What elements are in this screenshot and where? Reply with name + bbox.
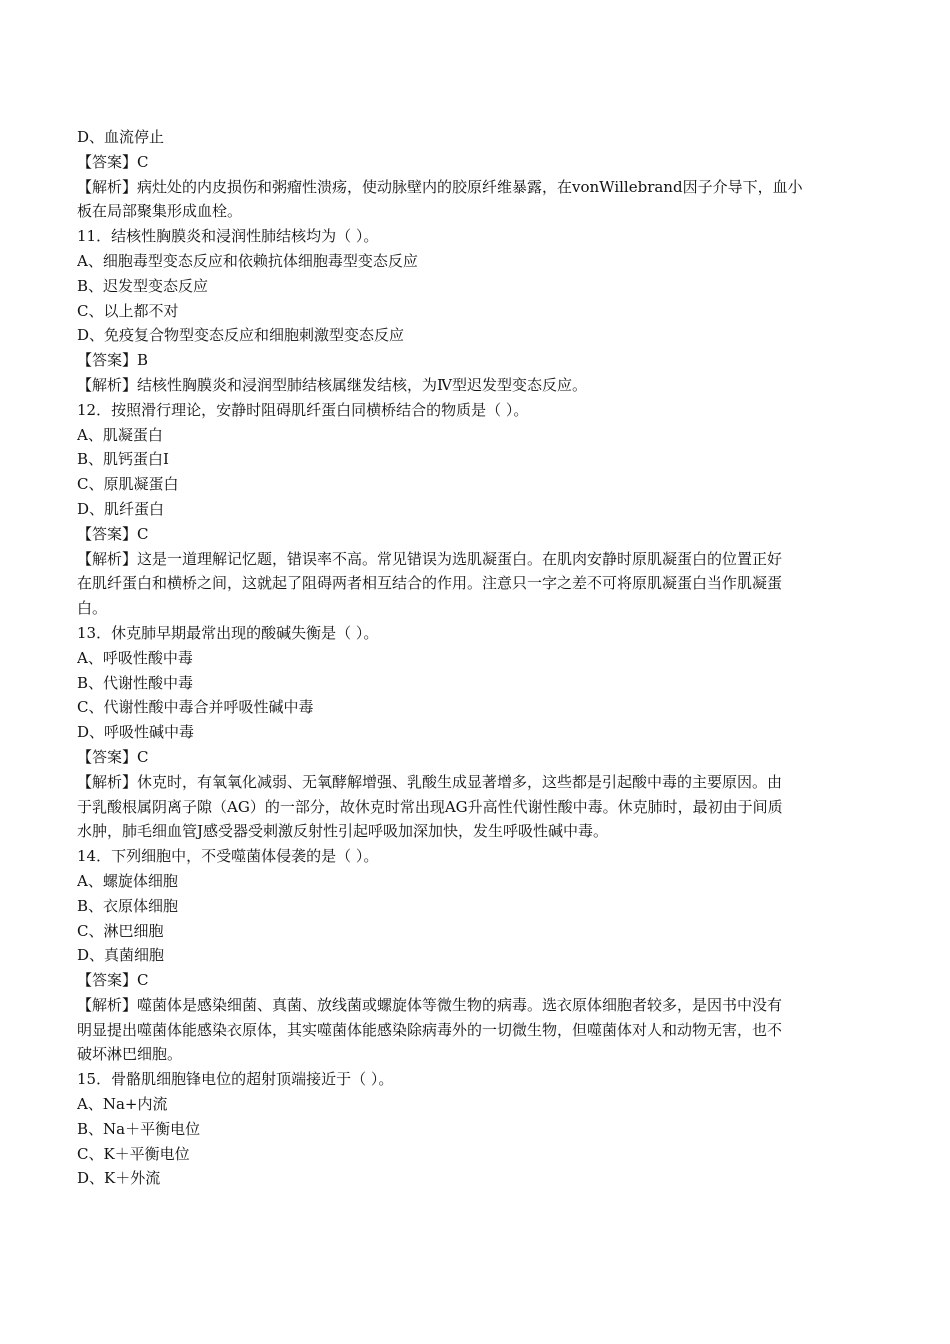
- answer-line: 【答案】C: [77, 747, 149, 766]
- option-a: A、肌凝蛋白: [77, 425, 163, 444]
- explanation-line: 【解析】噬菌体是感染细菌、真菌、放线菌或螺旋体等微生物的病毒。选衣原体细胞者较多，是因书中没有: [77, 995, 783, 1014]
- explanation-line: 【解析】休克时，有氧氧化减弱、无氧酵解增强、乳酸生成显著增多，这些都是引起酸中毒的主要原因。由: [77, 772, 783, 791]
- explanation-line: 明显提出噬菌体能感染衣原体，其实噬菌体能感染除病毒外的一切微生物，但噬菌体对人和动物无害，也不: [77, 1020, 783, 1039]
- option-b: B、Na＋平衡电位: [77, 1119, 201, 1138]
- answer-line: 【答案】C: [77, 152, 149, 171]
- option-b: B、衣原体细胞: [77, 896, 179, 915]
- explanation-line: 破坏淋巴细胞。: [77, 1045, 183, 1064]
- option-d: D、免疫复合物型变态反应和细胞刺激型变态反应: [77, 326, 405, 345]
- answer-line: 【答案】C: [77, 971, 149, 990]
- question-12: 12．按照滑行理论，安静时阻碍肌纤蛋白同横桥结合的物质是（ ）。: [77, 400, 529, 419]
- option-a: A、Na+内流: [77, 1095, 168, 1114]
- answer-line: 【答案】B: [77, 351, 149, 370]
- question-15: 15．骨骼肌细胞锋电位的超射顶端接近于（ ）。: [77, 1070, 394, 1089]
- explanation-line: 【解析】这是一道理解记忆题，错误率不高。常见错误为选肌凝蛋白。在肌肉安静时原肌凝蛋白的位置正好: [77, 549, 783, 568]
- option-d: D、真菌细胞: [77, 946, 165, 965]
- explanation-line: 水肿，肺毛细血管J感受器受刺激反射性引起呼吸加深加快，发生呼吸性碱中毒。: [77, 822, 609, 841]
- option-c: C、K＋平衡电位: [77, 1144, 190, 1163]
- document-body: [77, 125, 877, 1191]
- option-d: D、血流停止: [77, 128, 165, 146]
- question-11: 11．结核性胸膜炎和浸润性肺结核均为（ ）。: [77, 227, 379, 246]
- explanation-line: 【解析】病灶处的内皮损伤和粥瘤性溃疡，使动脉壁内的胶原纤维暴露，在vonWillebrand因子介导下，血小: [77, 177, 803, 196]
- option-d: D、肌纤蛋白: [77, 499, 165, 518]
- option-b: B、迟发型变态反应: [77, 276, 209, 295]
- explanation-line: 板在局部聚集形成血栓。: [77, 202, 243, 221]
- question-14: 14．下列细胞中，不受噬菌体侵袭的是（ ）。: [77, 847, 379, 866]
- option-b: B、肌钙蛋白Ⅰ: [77, 450, 169, 469]
- explanation-line: 白。: [77, 599, 108, 618]
- question-13: 13．休克肺早期最常出现的酸碱失衡是（ ）。: [77, 623, 379, 642]
- option-b: B、代谢性酸中毒: [77, 673, 194, 692]
- option-a: A、细胞毒型变态反应和依赖抗体细胞毒型变态反应: [77, 251, 418, 270]
- explanation-line: 在肌纤蛋白和横桥之间，这就起了阻碍两者相互结合的作用。注意只一字之差不可将原肌凝蛋白当作肌凝蛋: [77, 574, 783, 593]
- option-c: C、代谢性酸中毒合并呼吸性碱中毒: [77, 698, 314, 717]
- option-a: A、螺旋体细胞: [77, 871, 178, 890]
- option-a: A、呼吸性酸中毒: [77, 648, 193, 667]
- option-c: C、原肌凝蛋白: [77, 475, 179, 494]
- answer-line: 【答案】C: [77, 524, 149, 543]
- option-d: D、K＋外流: [77, 1169, 161, 1188]
- option-c: C、淋巴细胞: [77, 921, 164, 940]
- explanation-line: 【解析】结核性胸膜炎和浸润型肺结核属继发结核，为Ⅳ型迟发型变态反应。: [77, 375, 587, 394]
- option-d: D、呼吸性碱中毒: [77, 723, 195, 742]
- option-c: C、以上都不对: [77, 301, 179, 320]
- explanation-line: 于乳酸根属阴离子隙（AG）的一部分，故休克时常出现AG升高性代谢性酸中毒。休克肺时，最初由于间质: [77, 797, 783, 816]
